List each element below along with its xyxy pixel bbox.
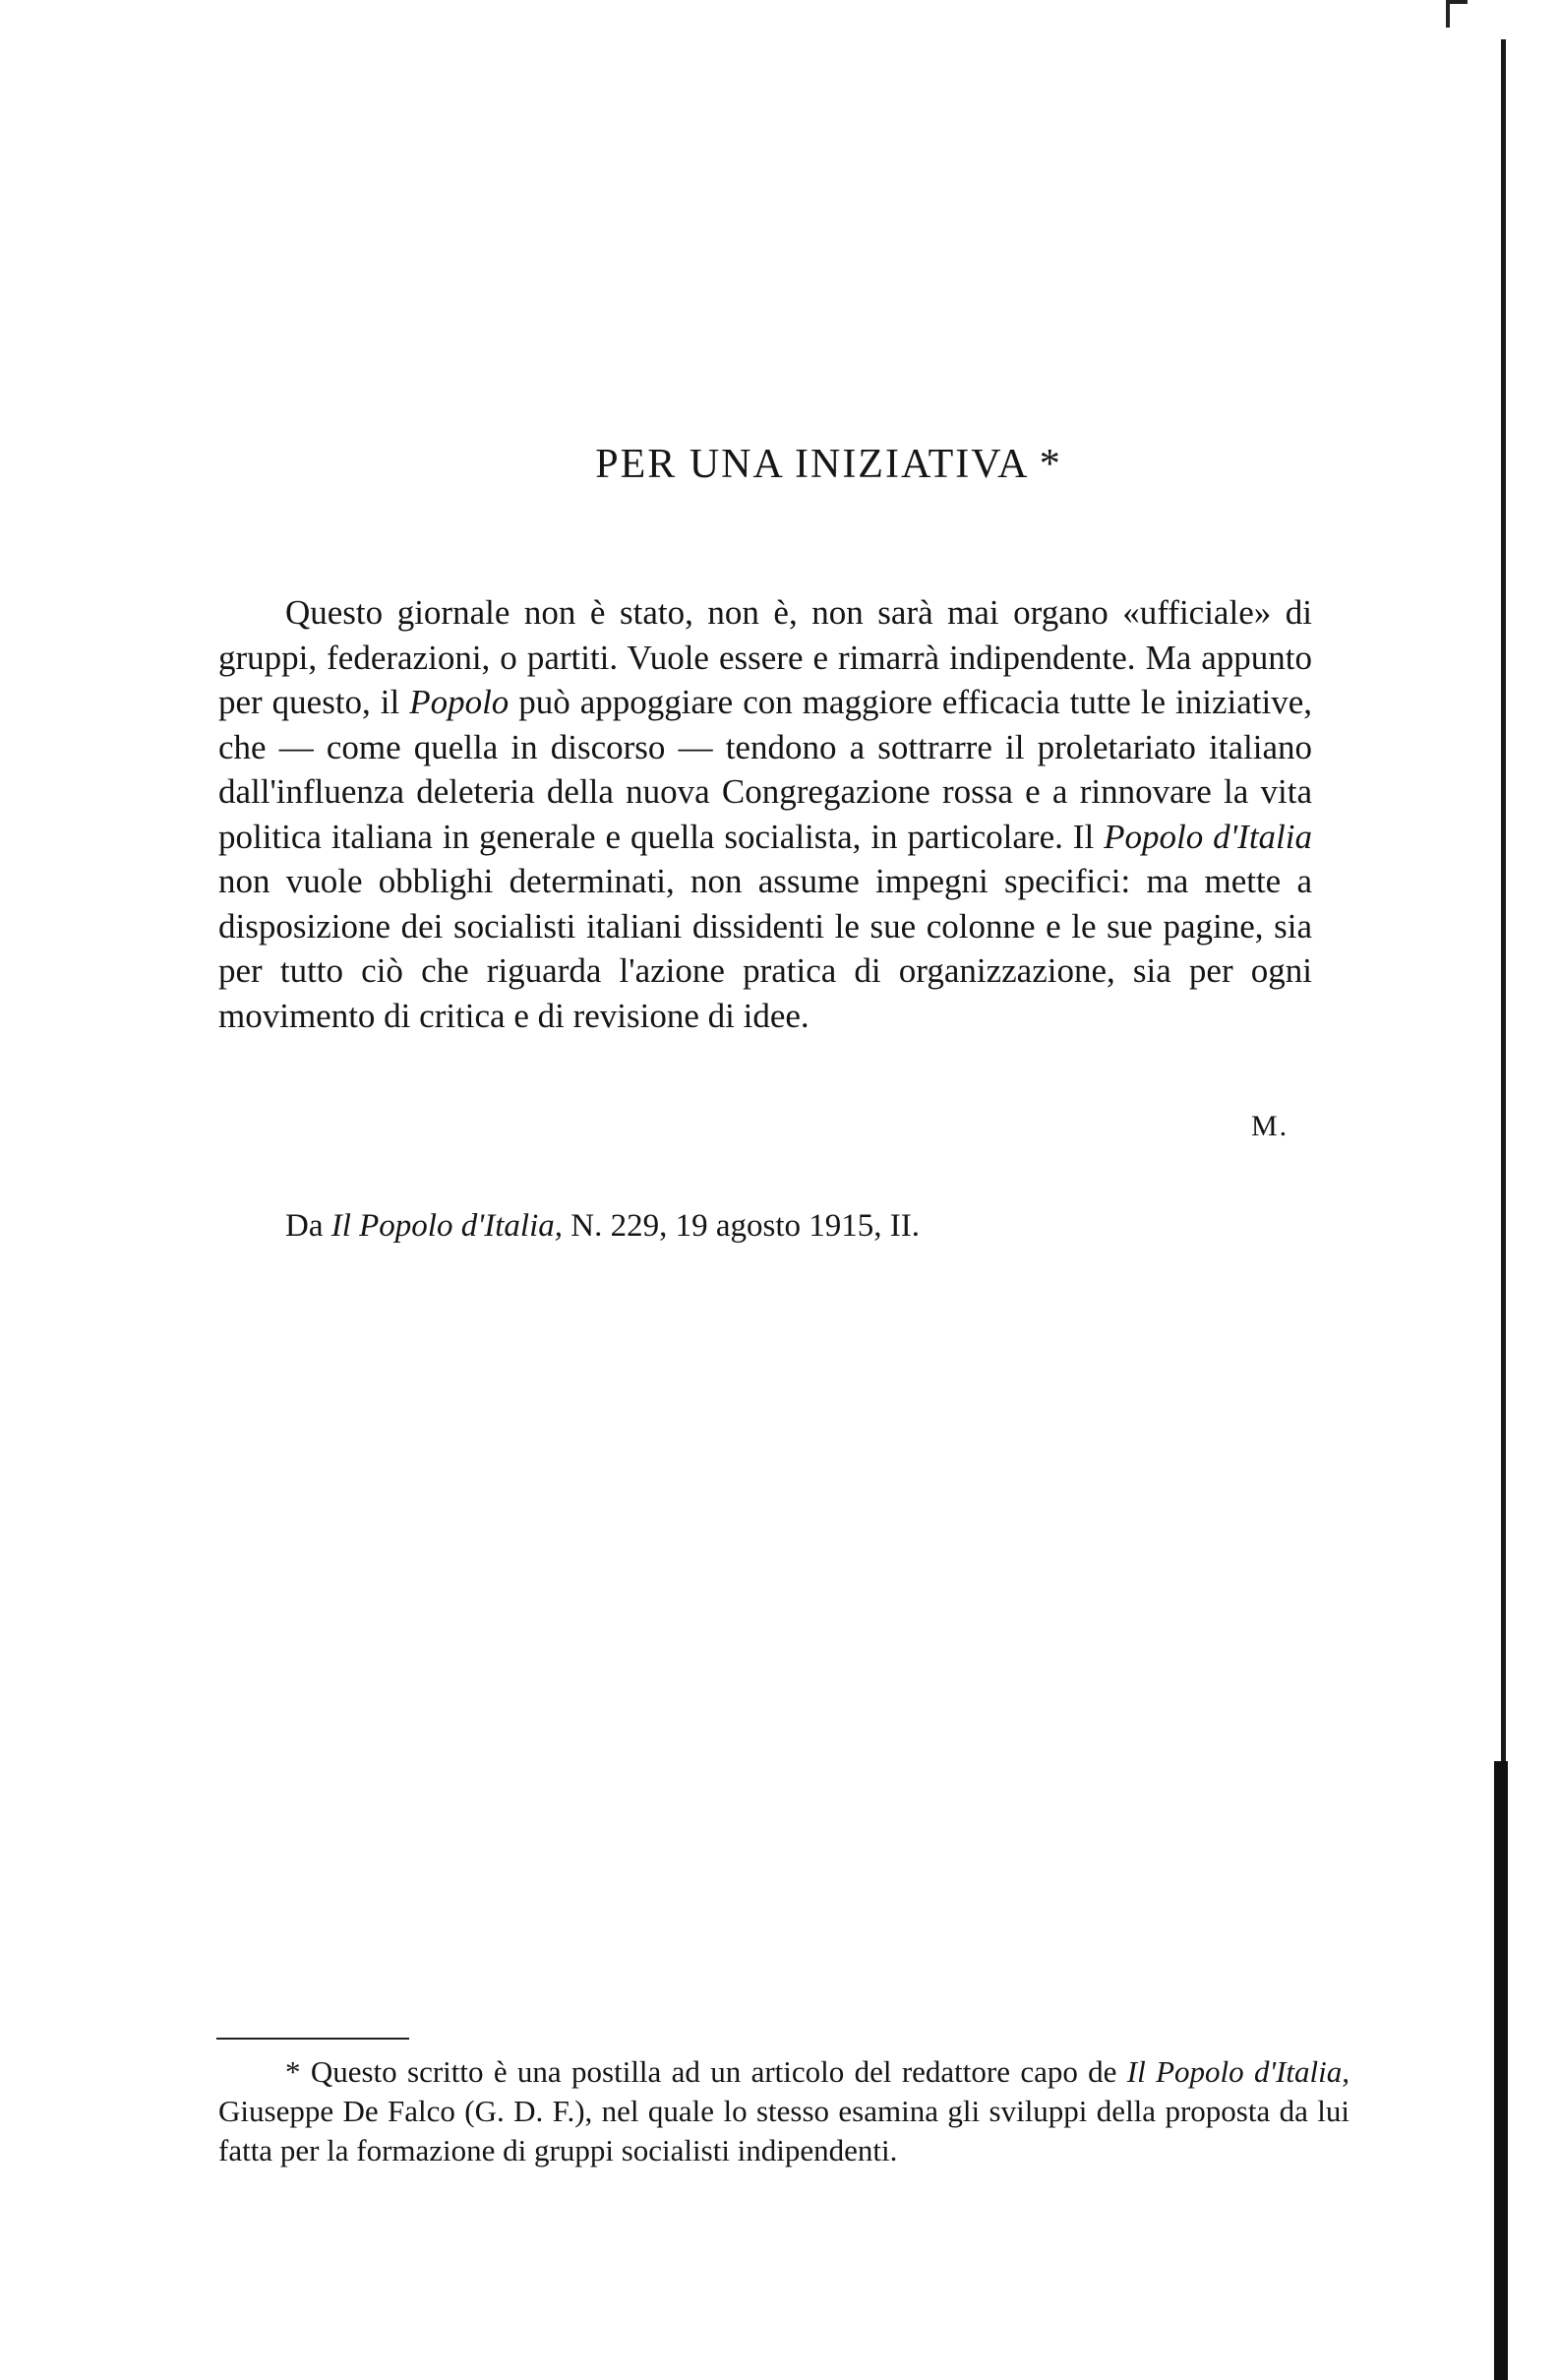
footnote-divider [216, 2038, 409, 2040]
source-publication: Il Popolo d'Italia, [330, 1208, 564, 1244]
source-citation [285, 1208, 920, 1245]
body-paragraph [218, 590, 1312, 1038]
article-title: PER UNA INIZIATIVA * [595, 442, 1062, 487]
body-text-1: Questo giornale non è stato, non è, non sarà mai organo «ufficiale» di gruppi, federazioni, o partiti. Vuole essere e rimarrà indipendente. Ma appunto per questo, il [218, 593, 1312, 721]
body-italic-popolo: Popolo [409, 683, 510, 721]
article-body [218, 590, 1312, 1038]
body-text-3: non vuole obblighi determinati, non assume impegni specifici: ma mette a disposizione dei socialisti italiani dissidenti le sue colonne e le sue pagine, sia per tutto ciò che riguarda l'azione pratica di organizzazione, sia per ogni movimento di critica e di revisione di idee. [218, 862, 1312, 1035]
footnote-paragraph [218, 2052, 1349, 2170]
source-prefix: Da [285, 1208, 331, 1244]
body-italic-popolo-ditalia: Popolo d'Italia [1104, 817, 1312, 856]
author-signature: M. [1251, 1110, 1289, 1142]
source-details: N. 229, 19 agosto 1915, II. [563, 1208, 920, 1244]
footnote-text-2: Giuseppe De Falco (G. D. F.), nel quale lo stesso esamina gli sviluppi della proposta da lui fatta per la formazione di gruppi socialisti indipendenti. [218, 2094, 1349, 2167]
page-binding-shadow [1494, 1761, 1508, 2380]
footnote [218, 2052, 1349, 2170]
body-text-2: può appoggiare con maggiore efficacia tutte le iniziative, che — come quella in discorso — tendono a sottrarre il proletariato italiano dall'influenza deleteria della nuova Congregazione rossa e a rinnovare la vita politica italiana in generale e quella socialista, in particolare. Il [218, 683, 1312, 856]
footnote-italic-publication: Il Popolo d'Italia, [1126, 2054, 1350, 2089]
footnote-text-1: * Questo scritto è una postilla ad un articolo del redattore capo de [285, 2054, 1127, 2089]
scan-corner-mark [1446, 0, 1468, 28]
